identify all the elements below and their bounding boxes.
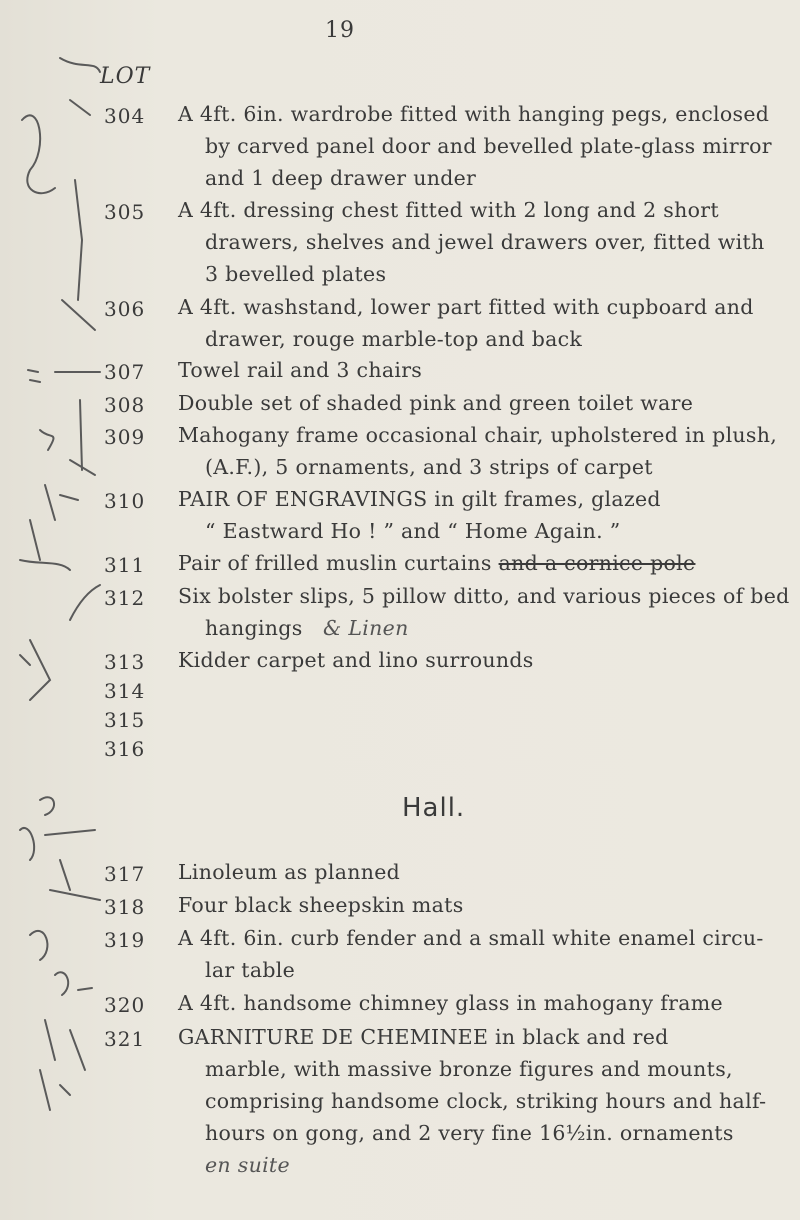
lot-number: 306 xyxy=(104,297,146,321)
lot-description xyxy=(178,547,794,579)
lot-description xyxy=(178,194,794,290)
lot-line: drawers, shelves and jewel drawers over, fitted with xyxy=(205,230,765,254)
lot-line: hangings & Linen xyxy=(205,616,409,640)
lot-description xyxy=(178,580,794,644)
lot-number: 313 xyxy=(104,650,146,674)
lot-line: drawer, rouge marble-top and back xyxy=(205,327,583,351)
lot-line: by carved panel door and bevelled plate-glass mirror xyxy=(205,134,772,158)
lot-number: 320 xyxy=(104,993,146,1017)
lot-line: GARNITURE DE CHEMINEE in black and red xyxy=(178,1025,669,1049)
lot-line: marble, with massive bronze figures and mounts, xyxy=(205,1057,733,1081)
lot-line: hours on gong, and 2 very fine 16½in. ornaments xyxy=(205,1121,734,1145)
lot-description xyxy=(178,856,794,888)
lot-line: Four black sheepskin mats xyxy=(178,893,464,917)
lot-description xyxy=(178,354,794,386)
lot-line: and 1 deep drawer under xyxy=(205,166,477,190)
lot-number: 315 xyxy=(104,708,146,732)
lot-description xyxy=(178,98,794,194)
lot-description xyxy=(178,644,794,676)
lot-number: 307 xyxy=(104,360,146,384)
lot-line: A 4ft. washstand, lower part fitted with cupboard and xyxy=(178,295,754,319)
lot-description xyxy=(178,987,794,1019)
lot-line: A 4ft. 6in. wardrobe fitted with hanging pegs, enclosed xyxy=(178,102,770,126)
lot-line: Double set of shaded pink and green toilet ware xyxy=(178,391,694,415)
lot-number: 314 xyxy=(104,679,146,703)
lot-line: (A.F.), 5 ornaments, and 3 strips of carpet xyxy=(205,455,653,479)
handwritten-note: & Linen xyxy=(323,616,409,640)
lot-line: Six bolster slips, 5 pillow ditto, and various pieces of bed xyxy=(178,584,790,608)
lot-number: 308 xyxy=(104,393,146,417)
lot-number: 321 xyxy=(104,1027,146,1051)
lot-number: 317 xyxy=(104,862,146,886)
lot-number: 310 xyxy=(104,489,146,513)
lot-number: 312 xyxy=(104,586,146,610)
lot-column-header: LOT xyxy=(100,64,151,89)
lot-line: comprising handsome clock, striking hours and half- xyxy=(205,1089,767,1113)
lot-number: 305 xyxy=(104,200,146,224)
lot-number: 304 xyxy=(104,104,146,128)
lot-line: A 4ft. 6in. curb fender and a small white enamel circu- xyxy=(178,926,764,950)
lot-number: 316 xyxy=(104,737,146,761)
lot-number: 318 xyxy=(104,895,146,919)
handwritten-note: en suite xyxy=(205,1153,290,1177)
lot-line: A 4ft. handsome chimney glass in mahogany frame xyxy=(178,991,723,1015)
lot-line: A 4ft. dressing chest fitted with 2 long and 2 short xyxy=(178,198,719,222)
lot-description xyxy=(178,387,794,419)
lot-line: PAIR OF ENGRAVINGS in gilt frames, glazed xyxy=(178,487,661,511)
lot-number: 319 xyxy=(104,928,146,952)
lot-description xyxy=(178,1021,794,1181)
lot-line: Linoleum as planned xyxy=(178,860,401,884)
lot-number: 309 xyxy=(104,425,146,449)
lot-description xyxy=(178,889,794,921)
lot-description xyxy=(178,419,794,483)
lot-line: “ Eastward Ho ! ” and “ Home Again. ” xyxy=(205,519,621,543)
lot-description xyxy=(178,922,794,986)
lot-line: Towel rail and 3 chairs xyxy=(178,358,423,382)
page-number: 19 xyxy=(325,18,355,43)
lot-line: Pair of frilled muslin curtains xyxy=(178,551,499,575)
lot-description xyxy=(178,291,794,355)
lot-line: lar table xyxy=(205,958,296,982)
lot-number: 311 xyxy=(104,553,146,577)
struck-text: and a cornice pole xyxy=(498,551,696,575)
lot-line: Mahogany frame occasional chair, upholstered in plush, xyxy=(178,423,778,447)
section-title-hall: Hall. xyxy=(402,793,466,823)
lot-line: 3 bevelled plates xyxy=(205,262,387,286)
lot-line: Kidder carpet and lino surrounds xyxy=(178,648,534,672)
lot-description xyxy=(178,483,794,547)
